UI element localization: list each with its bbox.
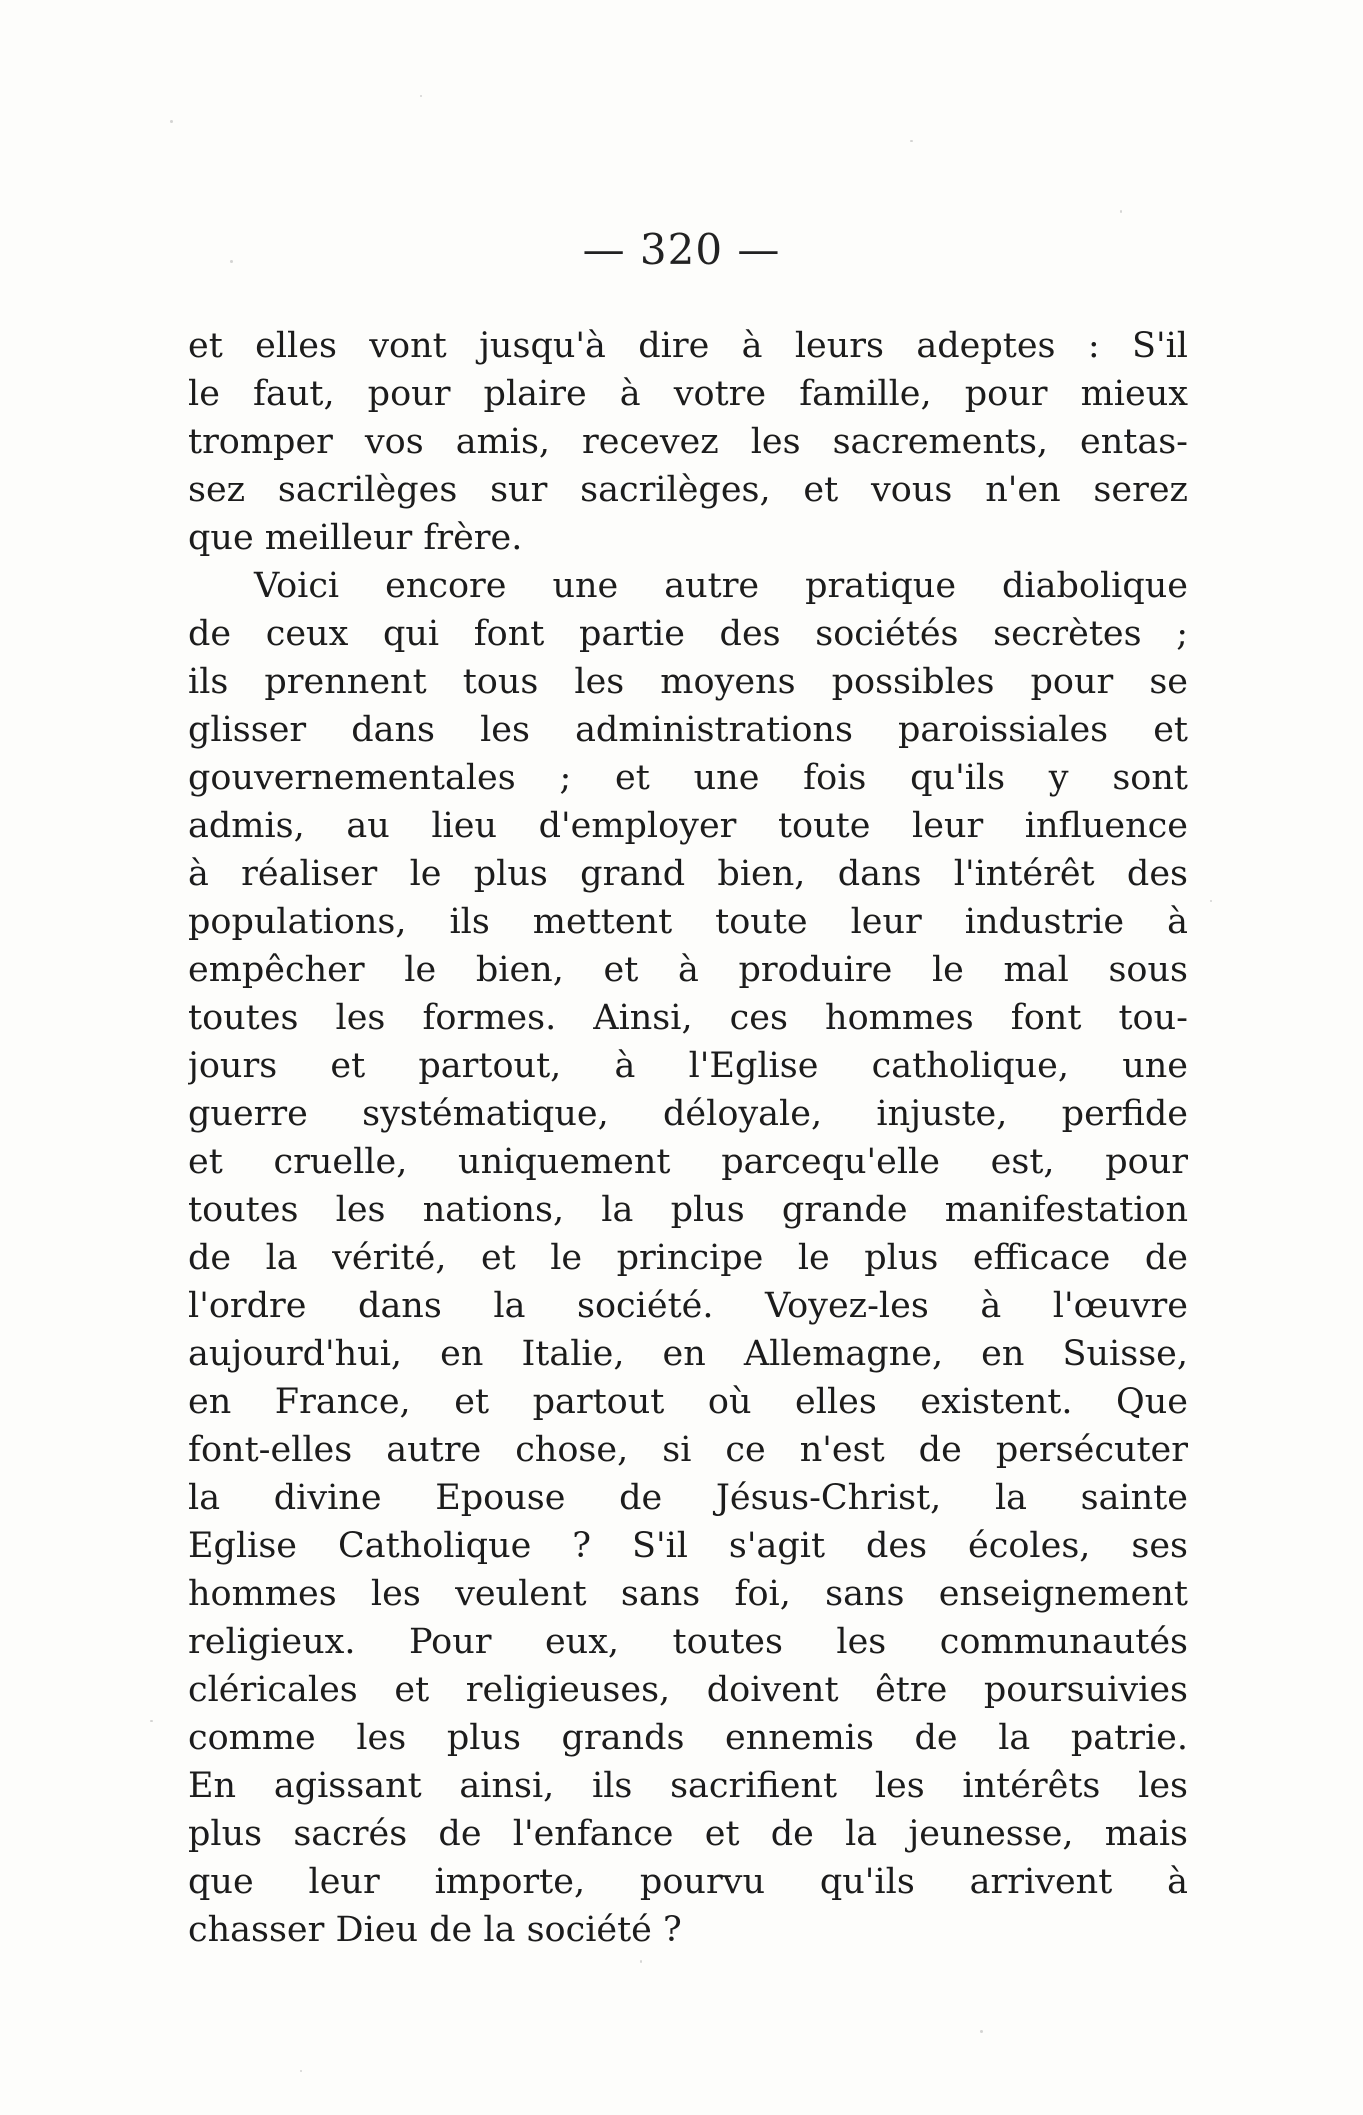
text-line: que meilleur frère. (188, 518, 523, 558)
text-line: de la vérité, et le principe le plus efficace de (188, 1238, 1188, 1278)
text-line: gouvernementales ; et une fois qu'ils y sont (188, 758, 1188, 798)
scan-speck (230, 260, 233, 263)
text-line: ils prennent tous les moyens possibles pour se (188, 662, 1188, 702)
text-line: toutes les nations, la plus grande manifestation (188, 1190, 1188, 1230)
text-line: et cruelle, uniquement parcequ'elle est, pour (188, 1142, 1188, 1182)
scan-speck (150, 1720, 153, 1722)
text-line: jours et partout, à l'Eglise catholique, une (188, 1046, 1188, 1086)
scan-speck (300, 2070, 302, 2072)
text-line: hommes les veulent sans foi, sans enseignement (188, 1574, 1188, 1614)
scan-speck (640, 1960, 642, 1963)
scan-speck (420, 95, 422, 97)
scan-speck (980, 2030, 983, 2033)
body-text (188, 322, 1188, 1954)
text-line: admis, au lieu d'employer toute leur influence (188, 806, 1188, 846)
scan-speck (910, 140, 913, 142)
text-line: font-elles autre chose, si ce n'est de persécuter (188, 1430, 1188, 1470)
text-line: En agissant ainsi, ils sacrifient les intérêts les (188, 1766, 1188, 1806)
text-line: et elles vont jusqu'à dire à leurs adeptes : S'il (188, 326, 1188, 366)
text-line: aujourd'hui, en Italie, en Allemagne, en Suisse, (188, 1334, 1188, 1374)
text-line: le faut, pour plaire à votre famille, pour mieux (188, 374, 1188, 414)
scan-speck (1120, 210, 1122, 213)
scan-speck (1210, 900, 1212, 902)
page-number: — 320 — (582, 225, 781, 274)
text-line: à réaliser le plus grand bien, dans l'intérêt des (188, 854, 1188, 894)
text-line: glisser dans les administrations paroissiales et (188, 710, 1188, 750)
text-line: plus sacrés de l'enfance et de la jeunesse, mais (188, 1814, 1188, 1854)
text-line: sez sacrilèges sur sacrilèges, et vous n'en serez (188, 470, 1188, 510)
text-line: que leur importe, pourvu qu'ils arrivent à (188, 1862, 1188, 1902)
scan-speck (170, 120, 173, 123)
text-line: de ceux qui font partie des sociétés secrètes ; (188, 614, 1188, 654)
text-line: Eglise Catholique ? S'il s'agit des écoles, ses (188, 1526, 1188, 1566)
text-line: Voici encore une autre pratique diabolique (254, 566, 1188, 606)
text-line: guerre systématique, déloyale, injuste, perfide (188, 1094, 1188, 1134)
text-line: comme les plus grands ennemis de la patrie. (188, 1718, 1188, 1758)
text-line: l'ordre dans la société. Voyez-les à l'œuvre (188, 1286, 1188, 1326)
text-line: populations, ils mettent toute leur industrie à (188, 902, 1188, 942)
text-line: empêcher le bien, et à produire le mal sous (188, 950, 1188, 990)
text-line: tromper vos amis, recevez les sacrements, entas- (188, 422, 1188, 462)
text-line: en France, et partout où elles existent. Que (188, 1382, 1188, 1422)
text-line: la divine Epouse de Jésus-Christ, la sainte (188, 1478, 1188, 1518)
text-line: cléricales et religieuses, doivent être poursuivies (188, 1670, 1188, 1710)
text-line: religieux. Pour eux, toutes les communautés (188, 1622, 1188, 1662)
text-line: toutes les formes. Ainsi, ces hommes font tou- (188, 998, 1188, 1038)
text-line: chasser Dieu de la société ? (188, 1910, 682, 1950)
